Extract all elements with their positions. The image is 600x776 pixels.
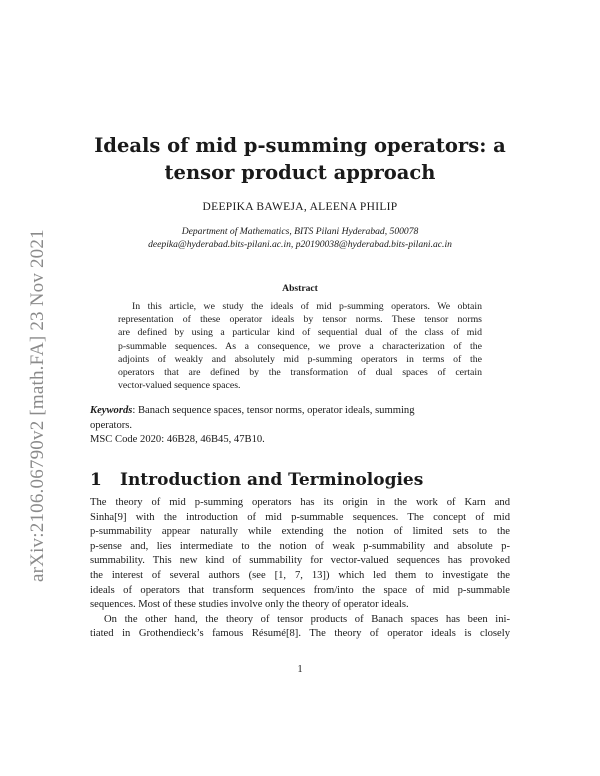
abstract-line: operators that are defined by the transformation of dual spaces of certain — [118, 367, 482, 379]
body-line: tiated in Grothendieck’s famous Résumé[8]. The theory of operator ideals is closely — [90, 628, 510, 640]
body-line: The theory of mid p-summing operators has its origin in the work of Karn and — [90, 497, 510, 508]
abstract-line: representation of these operator ideals by tensor norms. These tensor norms — [118, 314, 482, 326]
abstract-line: p-summable sequences. As a consequence, we prove a characterization of the — [118, 340, 482, 352]
msc-code: MSC Code 2020: 46B28, 46B45, 47B10. — [90, 434, 265, 445]
paper-title — [90, 132, 510, 186]
body-line: p-sense and, lies intermediate to the notion of weak p-summability and absolute p- — [90, 540, 510, 552]
body-line: summability. This new kind of summability for vector-valued sequences has provoked — [90, 555, 510, 567]
email-line: deepika@hyderabad.bits-pilani.ac.in, p20190038@hyderabad.bits-pilani.ac.in — [148, 239, 452, 250]
abstract-line: In this article, we study the ideals of mid p-summing operators. We obtain — [132, 301, 482, 312]
section-heading — [90, 470, 423, 490]
arxiv-identifier-stamp[interactable]: arXiv:2106.06790v2 [math.FA] 23 Nov 2021 — [27, 229, 48, 582]
abstract-heading: Abstract — [282, 283, 318, 294]
section-number: 1 — [90, 470, 102, 490]
keywords-text: : Banach sequence spaces, tensor norms, operator ideals, summing — [132, 405, 415, 416]
body-line: ideals of operators that transform sequences from/into the space of mid p-summable — [90, 584, 510, 596]
author-affiliation — [90, 225, 510, 251]
body-line: sequences. Most of these studies involve only the theory of operator ideals. — [90, 599, 409, 611]
abstract-body — [118, 300, 482, 392]
abstract-line: adjoints of weakly and absolutely mid p-summing operators in terms of the — [118, 353, 482, 365]
body-line: the interest of several authors (see [1, 7, 13]) which led them to investigate the — [90, 569, 510, 581]
title-line-1: Ideals of mid p-summing operators: a — [94, 134, 506, 157]
title-line-2: tensor product approach — [164, 161, 436, 184]
affiliation-line: Department of Mathematics, BITS Pilani Hyderabad, 500078 — [181, 226, 419, 237]
body-line: Sinha[9] with the introduction of mid p-summable sequences. The concept of mid — [90, 511, 510, 523]
keywords-line-2: operators. — [90, 419, 133, 431]
introduction-text — [90, 496, 510, 642]
author-list: DEEPIKA BAWEJA, ALEENA PHILIP — [202, 201, 398, 213]
section-title: Introduction and Terminologies — [120, 470, 424, 490]
page-number: 1 — [297, 664, 303, 675]
keywords-line — [90, 404, 510, 419]
keywords-label: Keywords — [90, 405, 133, 416]
abstract-line: are defined by using a particular kind of sequential dual of the class of mid — [118, 327, 482, 339]
body-line: p-summability appear naturally while extending the notion of limited sets to the — [90, 526, 510, 538]
body-line: On the other hand, the theory of tensor products of Banach spaces has been ini- — [104, 613, 510, 625]
abstract-line: vector-valued sequence spaces. — [118, 380, 241, 392]
keywords-block — [90, 404, 510, 448]
